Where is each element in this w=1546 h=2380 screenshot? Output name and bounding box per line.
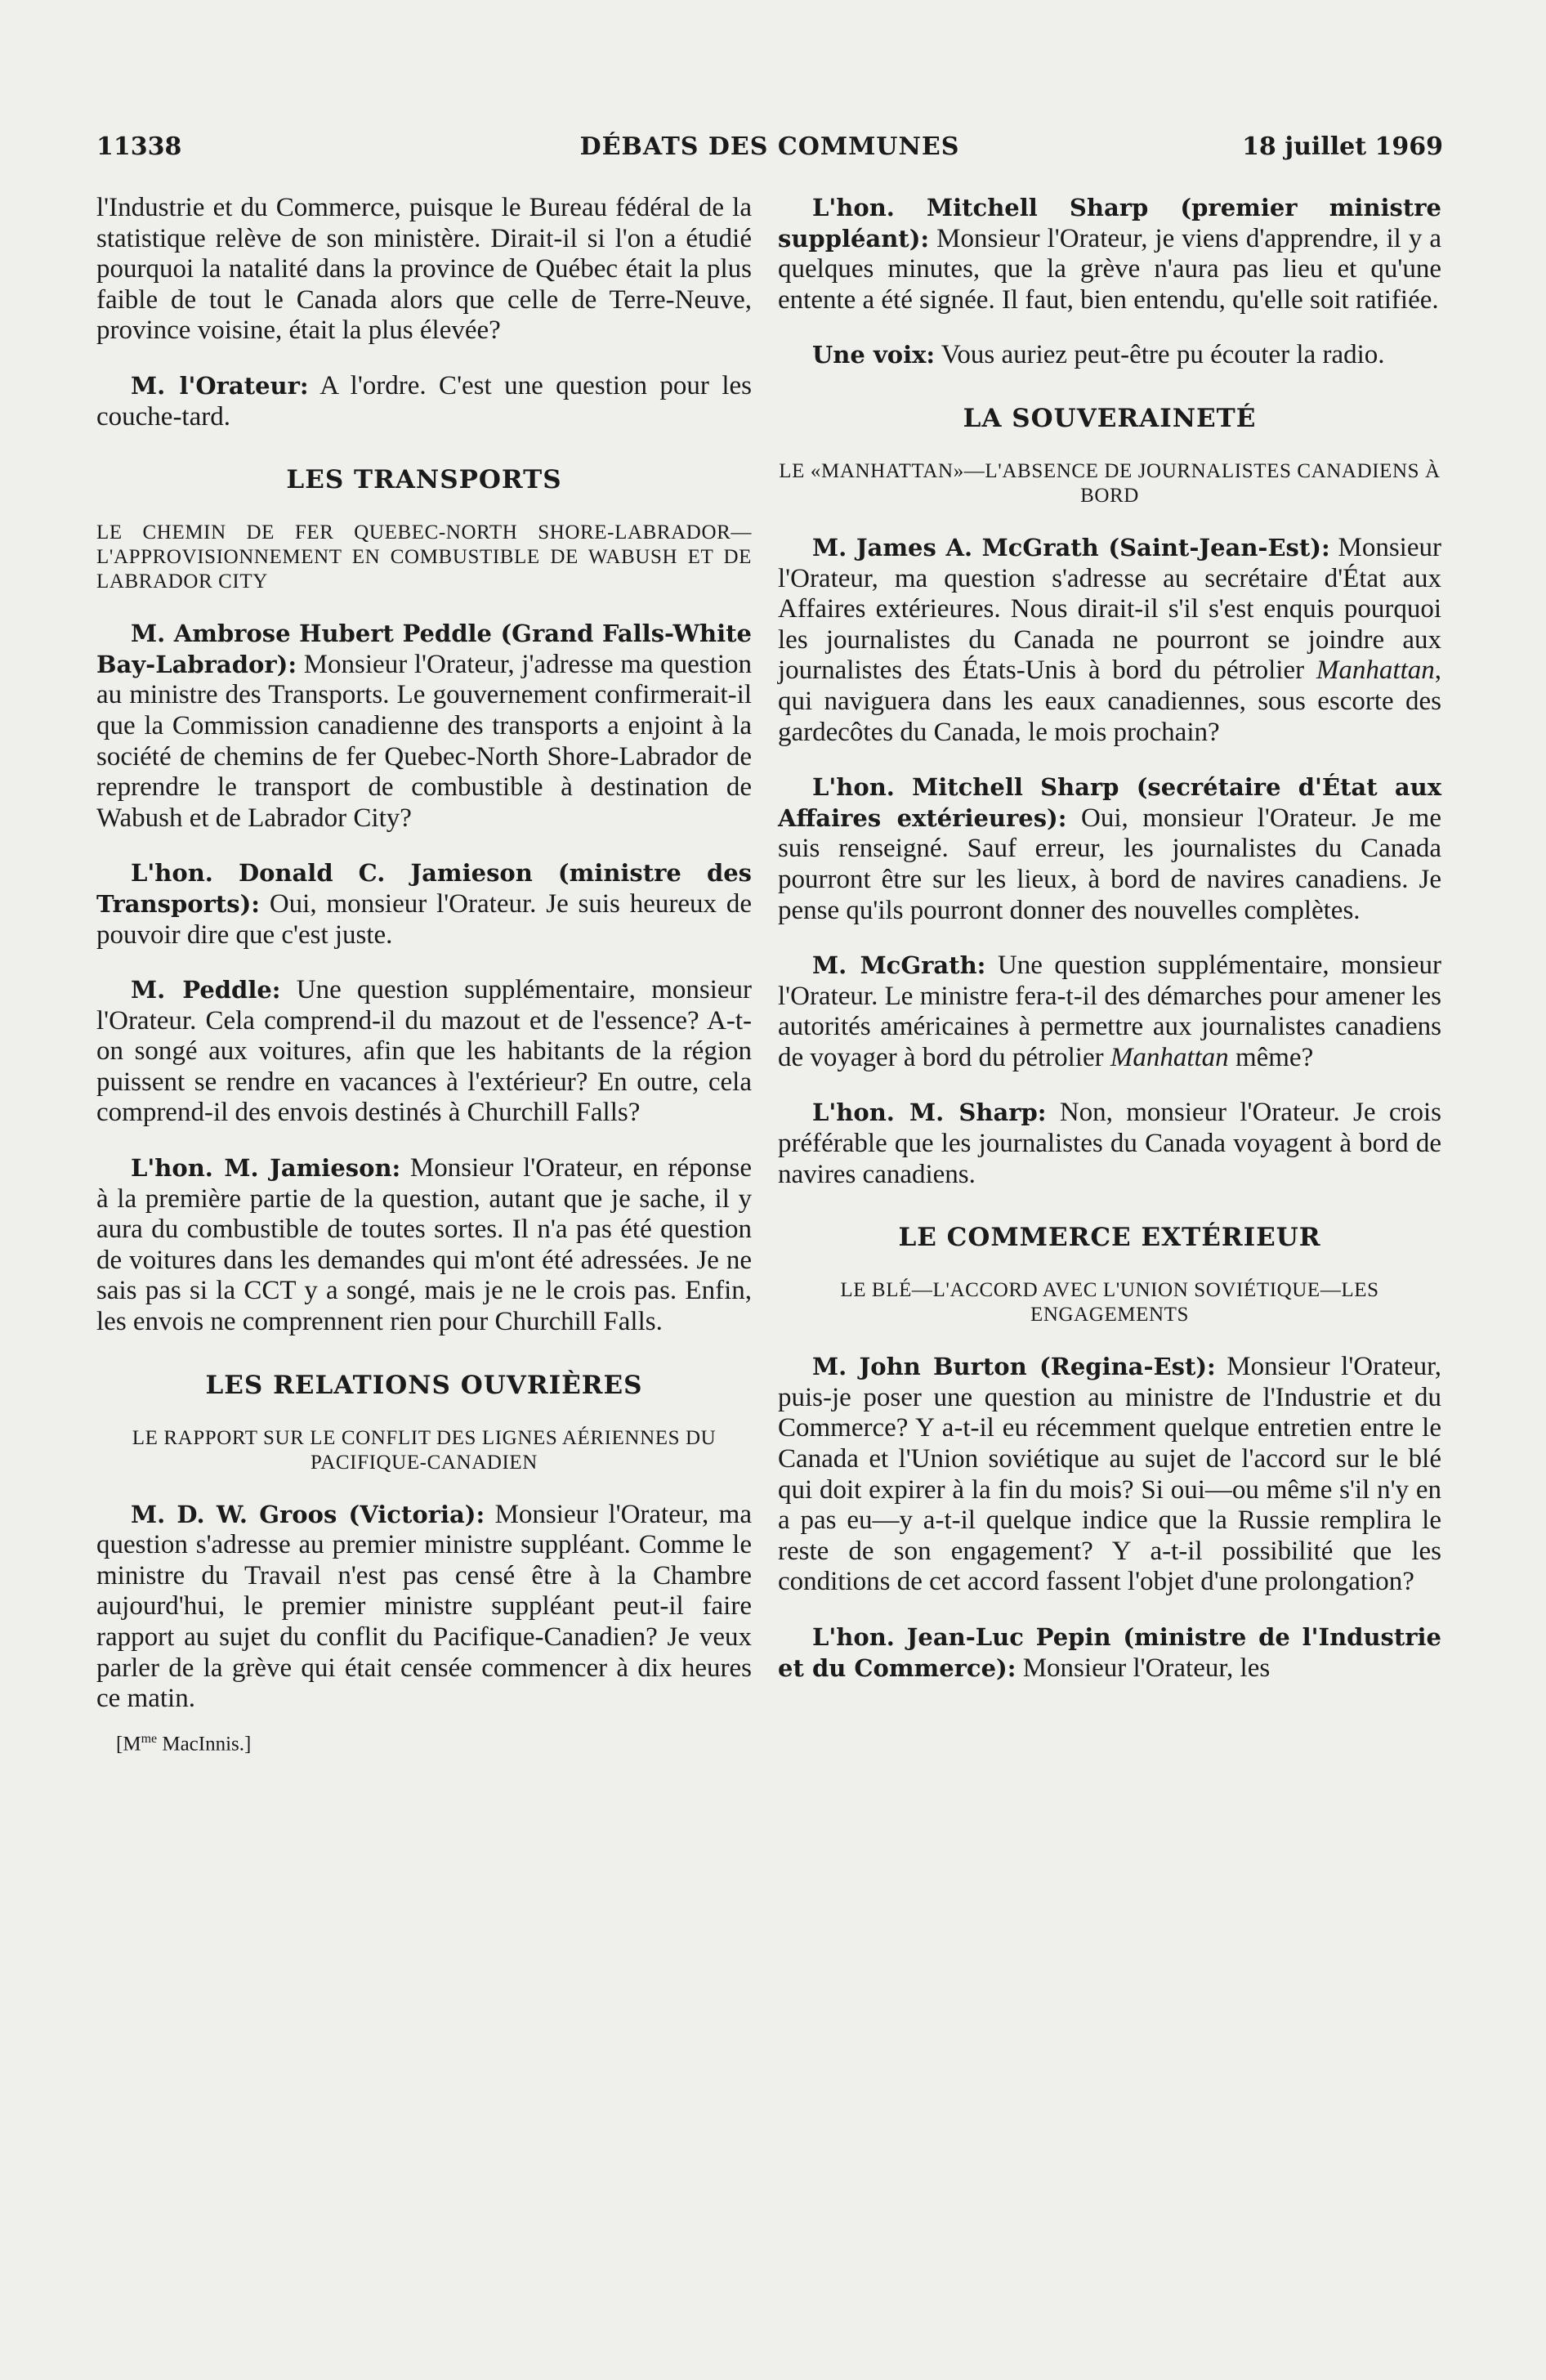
left-column — [96, 193, 752, 1757]
section-heading: LES TRANSPORTS — [286, 465, 562, 495]
paragraph: l'Industrie et du Commerce, puisque le Bureau fédéral de la statistique relève de son ministère. Dirait-il si l'on a étudié pourquoi la natalité dans la province de Québec était la plus faible de tout le Canada alors que celle de Terre-Neuve, province voisine, était la plus élevée? — [96, 193, 752, 346]
section-subheading: LE «MANHATTAN»—L'ABSENCE DE JOURNALISTES CANADIENS À BORD — [779, 459, 1441, 507]
paragraph: L'hon. Mitchell Sharp (secrétaire d'État aux Affaires extérieures): Oui, monsieur l'Orateur. Je me suis renseigné. Sauf erreur, les journalistes du Canada pourront être sur les lieux, à bord de navires canadiens. Je pense qu'ils pourront donner des nouvelles complètes. — [778, 773, 1441, 925]
paragraph: M. McGrath: Une question supplémentaire, monsieur l'Orateur. Le ministre fera-t-il des démarches pour amener les autorités américaines à permettre aux journalistes canadiens de voyager à bord du pétrolier Manhattan même? — [778, 951, 1442, 1072]
paragraph: L'hon. Mitchell Sharp (premier ministre suppléant): Monsieur l'Orateur, je viens d'apprendre, il y a quelques minutes, que la grève n'aura pas lieu et qu'une entente a été signée. Il faut, bien entendu, qu'elle soit ratifiée. — [778, 194, 1441, 315]
right-column — [778, 193, 1441, 1684]
page-date: 18 juillet 1969 — [1242, 132, 1443, 161]
speaker-name: Une voix: — [812, 341, 936, 369]
section-heading: LA SOUVERAINETÉ — [963, 403, 1257, 433]
speaker-name: L'hon. M. Jamieson: — [131, 1154, 401, 1183]
speaker-name: M. D. W. Groos (Victoria): — [131, 1500, 485, 1528]
paragraph: M. James A. McGrath (Saint-Jean-Est): Monsieur l'Orateur, ma question s'adresse au secrétaire d'État aux Affaires extérieures. Nous dirait-il s'il s'est enquis pourquoi les journalistes du Canada ne pourront se joindre aux journalistes des États-Unis à bord du pétrolier Manhattan, qui naviguera dans les eaux canadiennes, sous escorte des gardecôtes du Canada, le mois prochain? — [778, 532, 1441, 747]
paragraph: M. l'Orateur: A l'ordre. C'est une question pour les couche-tard. — [96, 370, 752, 432]
speaker-name: M. John Burton (Regina-Est): — [812, 1353, 1216, 1381]
speaker-note: [$M^{me}$ MacInnis.] — [116, 1731, 252, 1756]
speaker-name: L'hon. Mitchell Sharp (secrétaire d'État aux Affaires extérieures): — [778, 773, 1441, 832]
speaker-name: M. Peddle: — [131, 976, 281, 1004]
paragraph: Une voix: Vous auriez peut-être pu écouter la radio. — [812, 340, 1385, 370]
speaker-name: L'hon. Mitchell Sharp (premier ministre suppléant): — [778, 194, 1441, 253]
speaker-name: M. l'Orateur: — [131, 371, 309, 400]
paragraph: M. Peddle: Une question supplémentaire, monsieur l'Orateur. Cela comprend-il du mazout et de l'essence? A-t-on songé aux voitures, afin que les habitants de la région puissent se rendre en vacances à l'extérieur? En outre, cela comprend-il des envois destinés à Churchill Falls? — [96, 975, 753, 1128]
speaker-name: L'hon. Donald C. Jamieson (ministre des Transports): — [96, 859, 752, 918]
paragraph: L'hon. Donald C. Jamieson (ministre des Transports): Oui, monsieur l'Orateur. Je suis heureux de pouvoir dire que c'est juste. — [96, 859, 752, 950]
section-heading: LE COMMERCE EXTÉRIEUR — [898, 1223, 1321, 1253]
section-subheading: LE CHEMIN DE FER QUEBEC-NORTH SHORE-LABRADOR—L'APPROVISIONNEMENT EN COMBUSTIBLE DE WABUSH ET DE LABRADOR CITY — [96, 521, 752, 593]
speaker-name: M. James A. McGrath (Saint-Jean-Est): — [812, 533, 1330, 561]
section-subheading: LE RAPPORT SUR LE CONFLIT DES LIGNES AÉRIENNES DU PACIFIQUE-CANADIEN — [132, 1426, 717, 1474]
section-subheading: LE BLÉ—L'ACCORD AVEC L'UNION SOVIÉTIQUE—LES ENGAGEMENTS — [840, 1279, 1379, 1326]
speaker-name: L'hon. M. Sharp: — [812, 1098, 1047, 1127]
speaker-name: L'hon. Jean-Luc Pepin (ministre de l'Industrie et du Commerce): — [778, 1623, 1441, 1682]
speaker-name: M. McGrath: — [812, 951, 986, 980]
page-header — [96, 132, 1443, 168]
paragraph: L'hon. M. Sharp: Non, monsieur l'Orateur. Je crois préférable que les journalistes du Canada voyagent à bord de navires canadiens. — [778, 1098, 1441, 1189]
paragraph: M. John Burton (Regina-Est): Monsieur l'Orateur, puis-je poser une question au ministre de l'Industrie et du Commerce? Y a-t-il eu récemment quelque entretien entre le Canada et l'Union soviétique au sujet de l'accord sur le blé qui doit expirer à la fin du mois? Si oui—ou même s'il n'y en a pas eu—y a-t-il quelque indice que la Russie remplira le reste de son engagement? Y a-t-il possibilité que les conditions de cet accord fassent l'objet d'une prolongation? — [778, 1352, 1441, 1597]
page-number: 11338 — [96, 132, 182, 161]
paragraph: L'hon. Jean-Luc Pepin (ministre de l'Industrie et du Commerce): Monsieur l'Orateur, les — [778, 1623, 1441, 1683]
speaker-name: M. Ambrose Hubert Peddle (Grand Falls-White Bay-Labrador): — [96, 620, 752, 678]
paragraph: M. Ambrose Hubert Peddle (Grand Falls-White Bay-Labrador): Monsieur l'Orateur, j'adresse ma question au ministre des Transports. Le gouvernement confirmerait-il que la Commission canadienne des transports a enjoint à la société de chemins de fer Quebec-North Shore-Labrador de reprendre le transport de combustible à destination de Wabush et de Labrador City? — [96, 620, 752, 833]
page-title: DÉBATS DES COMMUNES — [579, 132, 960, 161]
section-heading: LES RELATIONS OUVRIÈRES — [205, 1370, 643, 1400]
paragraph: M. D. W. Groos (Victoria): Monsieur l'Orateur, ma question s'adresse au premier ministre suppléant. Comme le ministre du Travail n'est pas censé être à la Chambre aujourd'hui, le premier ministre suppléant peut-il faire rapport au sujet du conflit du Pacifique-Canadien? Je veux parler de la grève qui était censée commencer à dix heures ce matin. — [96, 1499, 752, 1714]
paragraph: L'hon. M. Jamieson: Monsieur l'Orateur, en réponse à la première partie de la question, autant que je sache, il y aura du combustible de toutes sortes. Il n'a pas été question de voitures dans les demandes qui m'ont été adressées. Je ne sais pas si la CCT y a songé, mais je ne le crois pas. Enfin, les envois ne comprennent rien pour Churchill Falls. — [96, 1153, 752, 1337]
